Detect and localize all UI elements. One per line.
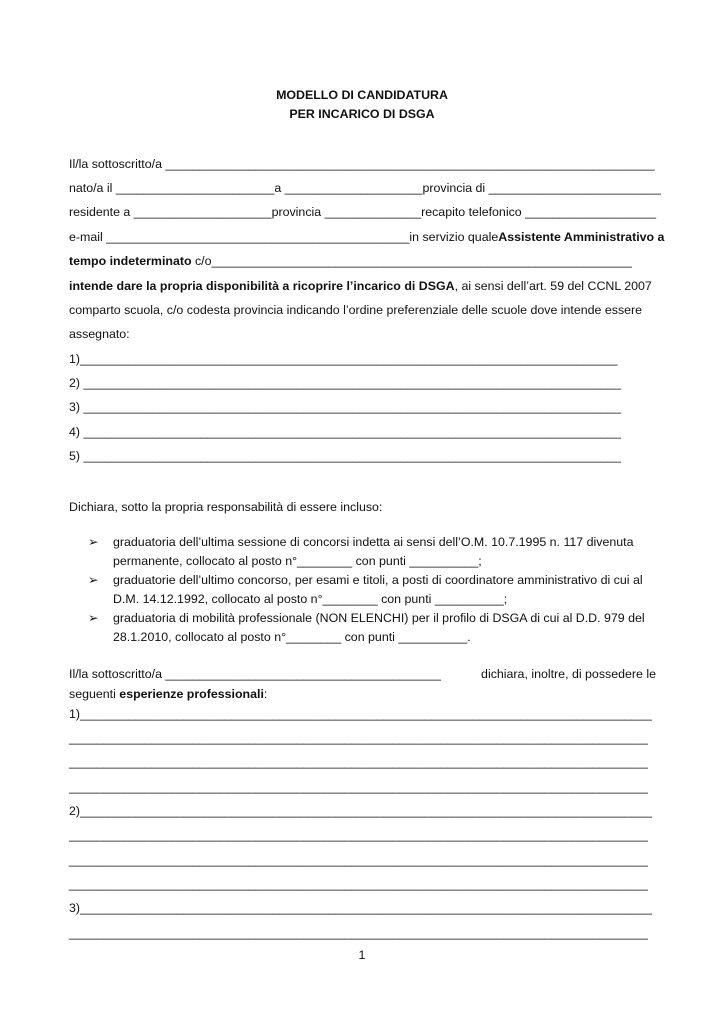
- school-choice-line: 1)______________________________________________________________________________: [69, 352, 618, 366]
- name-line: Il/la sottoscritto/a _______________________________________________________________________: [69, 157, 655, 171]
- experience-intro-2: [69, 686, 656, 702]
- ranking-text: 28.1.2010, collocato al posto n°________ con punti __________.: [113, 630, 471, 644]
- school-choice-line: 4) ______________________________________________________________________________: [69, 425, 621, 439]
- arrow-bullet-icon: ➢: [88, 611, 99, 625]
- residence: residente a ____________________: [69, 205, 272, 219]
- service-label: in servizio quale: [409, 230, 499, 244]
- experience-line: 3)___________________________________________________________________________________: [69, 901, 652, 915]
- birth-line: [69, 180, 661, 196]
- ranking-text: graduatorie dell’ultimo concorso, per esami e titoli, a posti di coordinatore amministrativo di cui al: [113, 573, 643, 587]
- ranking-text: graduatoria dell’ultima sessione di concorsi indetta ai sensi dell’O.M. 10.7.1995 n. 117 divenuta: [113, 535, 634, 549]
- intent-line: [69, 278, 656, 294]
- experience-line: ____________________________________________________________________________________: [69, 731, 648, 745]
- experience-line: ____________________________________________________________________________________: [69, 926, 648, 940]
- birth-place: a ____________________: [274, 181, 423, 195]
- residence-line: [69, 204, 656, 220]
- experience-label: seguenti: [69, 687, 120, 701]
- ranking-text: graduatoria di mobilità professionale (NON ELENCHI) per il profilo di DSGA di cui al D.D. 979 del: [113, 611, 645, 625]
- experience-line: ____________________________________________________________________________________: [69, 755, 648, 769]
- intent-text: intende dare la propria disponibilità a ricoprire l’incarico di DSGA: [69, 279, 455, 293]
- experience-declare: dichiara, inoltre, di possedere le: [481, 667, 656, 681]
- role-text: Assistente Amministrativo a: [498, 230, 665, 244]
- experience-label-bold: esperienze professionali: [119, 687, 264, 701]
- intent-line-2: comparto scuola, c/o codesta provincia indicando l’ordine preferenziale delle scuole dove intende essere: [69, 303, 643, 317]
- birth-province: provincia di _________________________: [422, 181, 661, 195]
- ranking-item: [88, 571, 656, 609]
- declaration-heading: Dichiara, sotto la propria responsabilità di essere incluso:: [69, 500, 383, 514]
- birth-date: nato/a il _______________________: [69, 181, 275, 195]
- ranking-text: permanente, collocato al posto n°________ con punti __________;: [113, 554, 482, 568]
- school-choice-line: 3) ______________________________________________________________________________: [69, 400, 621, 414]
- ranking-item: [88, 609, 656, 647]
- email: e-mail ____________________________________________: [69, 230, 410, 244]
- experience-line: ____________________________________________________________________________________: [69, 877, 648, 891]
- residence-province: provincia ______________: [271, 205, 422, 219]
- document-subtitle: PER INCARICO DI DSGA: [289, 107, 435, 121]
- phone: recapito telefonico ___________________: [421, 205, 657, 219]
- experience-name: Il/la sottoscritto/a ________________________________________: [69, 667, 442, 681]
- experience-line: 2)___________________________________________________________________________________: [69, 804, 652, 818]
- ranking-text: D.M. 14.12.1992, collocato al posto n°________ con punti __________;: [113, 592, 508, 606]
- document-title: MODELLO DI CANDIDATURA: [276, 88, 448, 102]
- ranking-item: [88, 533, 656, 571]
- arrow-bullet-icon: ➢: [88, 573, 99, 587]
- page-number: 1: [358, 948, 366, 962]
- experience-intro: [69, 666, 656, 682]
- experience-line: ____________________________________________________________________________________: [69, 780, 648, 794]
- role-text-cont: tempo indeterminato: [69, 254, 192, 268]
- role-line: [69, 253, 656, 269]
- school-choice-line: 5) ______________________________________________________________________________: [69, 449, 621, 463]
- experience-colon: :: [263, 687, 268, 701]
- service-place: c/o_____________________________________________________________: [191, 254, 632, 268]
- email-line: [69, 229, 665, 245]
- experience-line: 1)___________________________________________________________________________________: [69, 707, 652, 721]
- intent-line-3: assegnato:: [69, 327, 130, 341]
- school-choice-line: 2) ______________________________________________________________________________: [69, 376, 621, 390]
- arrow-bullet-icon: ➢: [88, 535, 99, 549]
- intent-ref: , ai sensi dell’art. 59 del CCNL 2007: [454, 279, 652, 293]
- ranking-list: [88, 533, 656, 647]
- experience-line: ____________________________________________________________________________________: [69, 828, 648, 842]
- experience-line: ____________________________________________________________________________________: [69, 853, 648, 867]
